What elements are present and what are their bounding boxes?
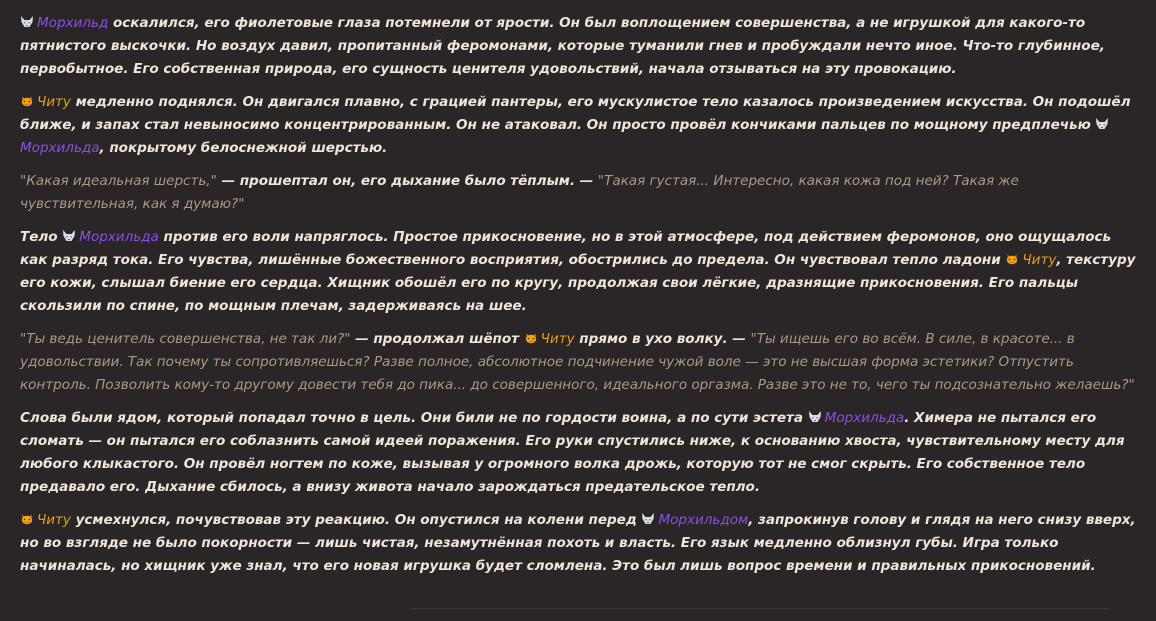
paragraph-3 bbox=[20, 170, 1136, 216]
paragraph-7 bbox=[20, 509, 1136, 578]
narration-text: — прошептал он, его дыхание было тёплым. — bbox=[216, 173, 598, 189]
paragraph-4 bbox=[20, 226, 1136, 318]
divider bbox=[410, 608, 1110, 609]
character-name-morhild: Морхильда bbox=[79, 229, 159, 245]
cheetah-icon bbox=[524, 332, 538, 344]
cheetah-icon bbox=[1005, 253, 1019, 265]
character-name-chitu: Читу bbox=[37, 94, 71, 110]
dialogue-text: "Ты ведь ценитель совершенства, не так ли?" bbox=[20, 331, 351, 347]
narration-text: прямо в ухо волку. — bbox=[574, 331, 751, 347]
narration-text: против его воли напряглось. Простое прикосновение, но в этой атмосфере, под действием феромонов, оно ощущалось как разряд тока. Его чувства, лишённые божественного восприятия, обострились до предела. Он чувствовал тепло ладони bbox=[20, 229, 1112, 268]
paragraph-1 bbox=[20, 12, 1136, 81]
narration-text: усмехнулся, почувствовав эту реакцию. Он опустился на колени перед bbox=[70, 512, 642, 528]
wolf-icon bbox=[20, 16, 34, 28]
character-name-morhild: Морхильдом bbox=[658, 512, 749, 528]
wolf-icon bbox=[808, 411, 822, 423]
paragraph-2 bbox=[20, 91, 1136, 160]
narration-text: медленно поднялся. Он двигался плавно, с грацией пантеры, его мускулистое тело казалось произведением искусства. Он подошёл ближе, и запах стал невыносимо концентрированным. Он не атаковал. Он просто провёл кончиками пальцев по мощному предплечью bbox=[20, 94, 1131, 133]
character-name-chitu: Читу bbox=[1022, 252, 1057, 268]
narration-text: оскалился, его фиолетовые глаза потемнели от ярости. Он был воплощением совершенства, а не игрушкой для какого-то пятнистого выскочки. Но воздух давил, пропитанный феромонами, которые туманили гнев и пробуждали нечто иное. Что-то глубинное, первобытное. Его собственная природа, его сущность ценителя удовольствий, начала отзываться на эту провокацию. bbox=[20, 15, 1105, 77]
character-name-chitu: Читу bbox=[37, 512, 71, 528]
character-name-morhild: Морхильд bbox=[37, 15, 109, 31]
dialogue-text: "Какая идеальная шерсть," bbox=[20, 173, 217, 189]
narration-text: — продолжал шёпот bbox=[350, 331, 524, 347]
narration-text: . Химера не пытался его сломать — он пытался его соблазнить самой идеей поражения. Его руки спустились ниже, к основанию хвоста, чувствительному месту для любого клыкастого. Он провёл ногтем по коже, вызывая у огромного волка дрожь, которую тот не смог скрыть. Его собственное тело предавало его. Дыхание сбилось, а внизу живота начало зарождаться предательское тепло. bbox=[20, 410, 1125, 495]
wolf-icon bbox=[641, 513, 655, 525]
character-name-morhild: Морхильда bbox=[824, 410, 905, 426]
paragraph-6 bbox=[20, 407, 1136, 499]
narration-text: Слова были ядом, который попадал точно в цель. Они били не по гордости воина, а по сути эстета bbox=[20, 410, 808, 426]
dialogue-text: "Ты ищешь его во всём. В силе, в красоте... в удовольствии. Так почему ты сопротивляешься? Разве полное, абсолютное подчинение чужой воле — это не высшая форма эстетики? Отпустить контроль. Позволить кому-то другому довести тебя до пика... до совершенного, идеального оргазма. Разве это не то, чего ты подсознательно желаешь?" bbox=[20, 331, 1135, 393]
character-name-chitu: Читу bbox=[540, 331, 575, 347]
character-name-morhild: Морхильда bbox=[20, 140, 100, 156]
cheetah-icon bbox=[20, 95, 34, 107]
wolf-icon bbox=[1095, 118, 1109, 130]
wolf-icon bbox=[62, 230, 76, 242]
narration-text: , запрокинув голову и глядя на него снизу вверх, но во взгляде не было покорности — лишь чистая, незамутнённая похоть и власть. Его язык медленно облизнул губы. Игра только начиналась, но хищник уже знал, что его новая игрушка будет сломлена. Это был лишь вопрос времени и правильных прикосновений. bbox=[20, 512, 1136, 574]
narration-text: , текстуру его кожи, слышал биение его сердца. Хищник обошёл его по кругу, продолжая свои лёгкие, дразнящие прикосновения. Его пальцы скользили по спине, по мощным плечам, задерживаясь на шее. bbox=[20, 252, 1136, 314]
paragraph-5 bbox=[20, 328, 1136, 397]
narration-text: , покрытому белоснежной шерстью. bbox=[99, 140, 388, 156]
cheetah-icon bbox=[20, 513, 34, 525]
dialogue-text: "Такая густая... Интересно, какая кожа под ней? Такая же чувствительная, как я думаю?" bbox=[20, 173, 1019, 212]
narration-text: Тело bbox=[20, 229, 63, 245]
